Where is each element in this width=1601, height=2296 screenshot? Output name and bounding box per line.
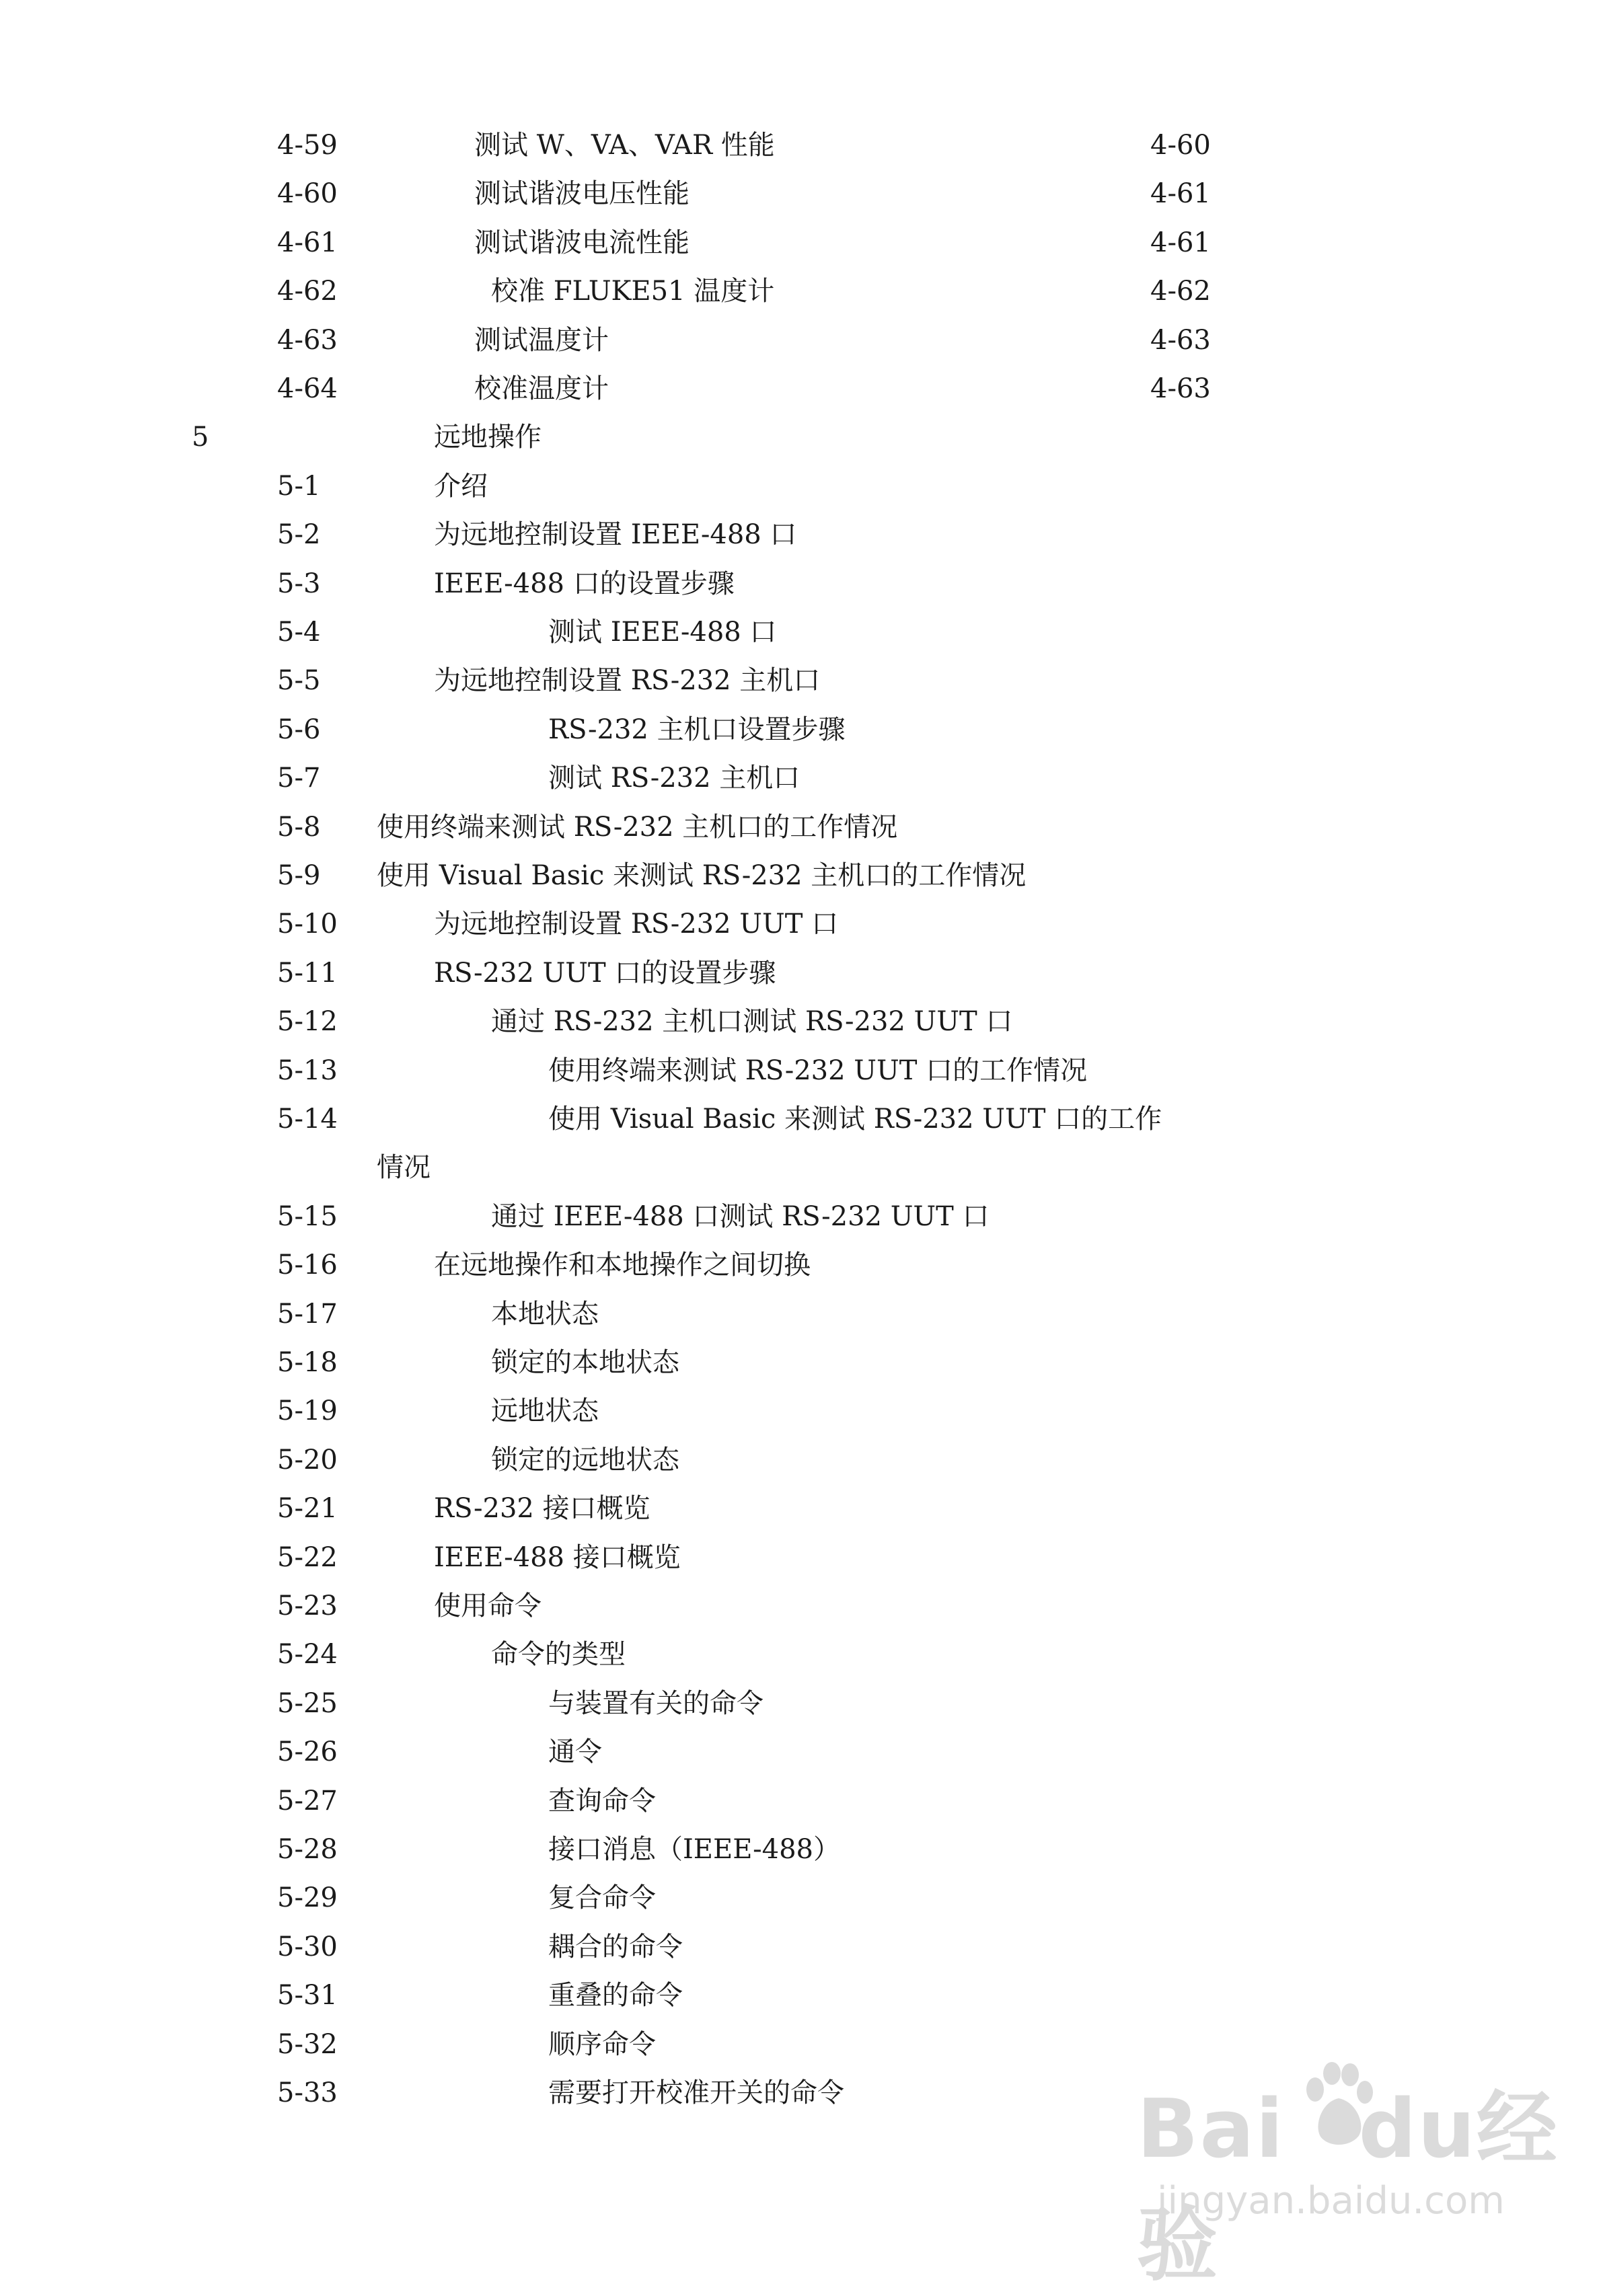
toc-entry-title: 使用 Visual Basic 来测试 RS-232 UUT 口的工作: [548, 1104, 1162, 1135]
toc-section-number: 5-27: [277, 1785, 338, 1816]
toc-page-number: 4-61: [1150, 178, 1211, 210]
toc-section-number: 5-32: [277, 2028, 338, 2060]
toc-row: [0, 1241, 1601, 1289]
toc-entry-title: 测试谐波电压性能: [474, 178, 690, 210]
toc-entry-title: 需要打开校准开关的命令: [548, 2077, 844, 2108]
toc-entry-title: 远地状态: [491, 1395, 599, 1427]
toc-row: [0, 1143, 1601, 1192]
toc-page-number: 4-62: [1150, 276, 1211, 307]
toc-entry-title: RS-232 接口概览: [434, 1493, 650, 1525]
toc-section-number: 5-17: [277, 1298, 338, 1330]
toc-entry-title: 锁定的远地状态: [491, 1444, 679, 1476]
toc-section-number: 5-24: [277, 1639, 338, 1671]
toc-entry-title: 接口消息（IEEE-488）: [548, 1834, 841, 1865]
toc-row: [0, 121, 1601, 169]
toc-row: [0, 1971, 1601, 2020]
toc-row: [0, 803, 1601, 851]
toc-row: [0, 510, 1601, 559]
toc-section-number: 5-26: [277, 1736, 338, 1768]
toc-entry-title: 使用 Visual Basic 来测试 RS-232 主机口的工作情况: [377, 860, 1027, 891]
toc-section-number: 5-28: [277, 1834, 338, 1865]
toc-row: [0, 1825, 1601, 1874]
toc-section-number: 5-29: [277, 1882, 338, 1914]
toc-row: [0, 413, 1601, 461]
toc-entry-title: 查询命令: [548, 1785, 656, 1816]
toc-entry-title: 使用命令: [434, 1591, 542, 1621]
toc-section-number: 5-20: [277, 1444, 338, 1476]
toc-section-number: 5-6: [277, 714, 321, 745]
toc-entry-title: 使用终端来测试 RS-232 UUT 口的工作情况: [548, 1055, 1088, 1086]
toc-row: [0, 608, 1601, 656]
toc-section-number: 5-30: [277, 1931, 338, 1962]
toc-entry-title: 为远地控制设置 IEEE-488 口: [434, 519, 797, 551]
toc-row: [0, 754, 1601, 802]
toc-row: [0, 1923, 1601, 1971]
toc-row: [0, 1436, 1601, 1484]
watermark-logo-jingyan: 经验: [1137, 2083, 1559, 2292]
toc-section-number: 5-18: [277, 1347, 338, 1378]
toc-section-number: 5-12: [277, 1006, 338, 1038]
paw-icon: [1302, 2061, 1376, 2149]
toc-section-number: 5-3: [277, 568, 321, 599]
toc-row: [0, 1387, 1601, 1435]
watermark-logo-du: du: [1358, 2083, 1477, 2176]
toc-entry-title: 命令的类型: [491, 1639, 626, 1671]
toc-row: [0, 365, 1601, 413]
toc-page-number: 4-63: [1150, 373, 1211, 404]
toc-row: [0, 1582, 1601, 1630]
toc-section-number: 5-15: [277, 1200, 338, 1232]
toc-row: [0, 1046, 1601, 1095]
toc-entry-title: 介绍: [434, 470, 488, 502]
toc-row: [0, 560, 1601, 608]
toc-row: [0, 1874, 1601, 1922]
toc-section-number: 4-60: [277, 178, 338, 210]
toc-row: [0, 997, 1601, 1046]
watermark-url: jingyan.baidu.com: [1157, 2179, 1505, 2223]
toc-row: [0, 169, 1601, 218]
toc-entry-title: 在远地操作和本地操作之间切换: [434, 1250, 811, 1281]
toc-entry-title: 测试 RS-232 主机口: [548, 763, 801, 794]
toc-row: [0, 1777, 1601, 1825]
toc-section-number: 5-1: [277, 470, 321, 502]
toc-section-number: 5-9: [277, 860, 321, 891]
toc-entry-title: 锁定的本地状态: [491, 1347, 679, 1378]
toc-section-number: 5-22: [277, 1541, 338, 1573]
toc-entry-title: 测试 IEEE-488 口: [548, 617, 777, 648]
toc-row: [0, 462, 1601, 510]
toc-section-number: 5-31: [277, 1980, 338, 2012]
toc-row: [0, 219, 1601, 267]
toc-entry-title: 重叠的命令: [548, 1980, 683, 2012]
toc-entry-title: 为远地控制设置 RS-232 UUT 口: [434, 909, 839, 940]
toc-row: [0, 1095, 1601, 1143]
toc-entry-title: 耦合的命令: [548, 1931, 683, 1962]
toc-page-number: 4-60: [1150, 130, 1211, 161]
toc-section-number: 5-5: [277, 665, 321, 697]
toc-page-number: 4-61: [1150, 227, 1211, 258]
toc-row: [0, 949, 1601, 997]
toc-entry-title: 与装置有关的命令: [548, 1687, 764, 1719]
baidu-jingyan-watermark: [1137, 2051, 1574, 2292]
toc-row: [0, 1338, 1601, 1387]
toc-entry-title: 为远地控制设置 RS-232 主机口: [434, 665, 821, 697]
toc-row: [0, 705, 1601, 754]
toc-row: [0, 900, 1601, 948]
toc-entry-title: IEEE-488 接口概览: [434, 1541, 681, 1573]
toc-section-number: 5: [192, 422, 209, 453]
toc-entry-title: 通令: [548, 1736, 602, 1768]
toc-row: [0, 851, 1601, 900]
toc-entry-title: 测试谐波电流性能: [474, 227, 690, 258]
toc-row: [0, 1630, 1601, 1679]
toc-section-number: 5-25: [277, 1687, 338, 1719]
toc-entry-title: 校准温度计: [474, 373, 609, 404]
toc-section-number: 5-7: [277, 763, 321, 794]
toc-entry-title: RS-232 UUT 口的设置步骤: [434, 957, 776, 989]
toc-section-number: 5-23: [277, 1591, 338, 1621]
toc-section-number: 5-21: [277, 1493, 338, 1525]
toc-row: [0, 1679, 1601, 1728]
toc-entry-title: 使用终端来测试 RS-232 主机口的工作情况: [377, 811, 898, 843]
toc-row: [0, 1290, 1601, 1338]
toc-section-number: 5-19: [277, 1395, 338, 1427]
toc-section-number: 4-64: [277, 373, 338, 404]
toc-section-number: 5-2: [277, 519, 321, 551]
toc-entry-title: RS-232 主机口设置步骤: [548, 714, 846, 745]
toc-row: [0, 656, 1601, 705]
toc-section-number: 5-4: [277, 617, 321, 648]
toc-row: [0, 1484, 1601, 1533]
toc-section-number: 5-11: [277, 957, 338, 989]
toc-section-number: 5-33: [277, 2077, 338, 2108]
toc-section-number: 5-8: [277, 811, 321, 843]
toc-section-number: 4-61: [277, 227, 338, 258]
toc-row: [0, 1192, 1601, 1241]
toc-entry-title: 测试 W、VA、VAR 性能: [474, 130, 775, 161]
toc-entry-title: 远地操作: [434, 422, 542, 453]
toc-page-number: 4-63: [1150, 324, 1211, 356]
toc-section-number: 4-59: [277, 130, 338, 161]
toc-section-number: 5-16: [277, 1250, 338, 1281]
toc-row: [0, 316, 1601, 365]
toc-entry-title: 本地状态: [491, 1298, 599, 1330]
toc-entry-title: 复合命令: [548, 1882, 656, 1914]
toc-entry-title: 测试温度计: [474, 324, 609, 356]
toc-section-number: 5-10: [277, 909, 338, 940]
toc-row: [0, 1728, 1601, 1776]
toc-row: [0, 267, 1601, 315]
toc-entry-title: 通过 RS-232 主机口测试 RS-232 UUT 口: [491, 1006, 1013, 1038]
toc-section-number: 5-14: [277, 1104, 338, 1135]
toc-entry-title: 情况: [377, 1152, 431, 1184]
watermark-logo-bai: Bai: [1137, 2083, 1285, 2176]
toc-entry-title: 校准 FLUKE51 温度计: [491, 276, 775, 307]
toc-section-number: 5-13: [277, 1055, 338, 1086]
toc-section-number: 4-62: [277, 276, 338, 307]
toc-entry-title: IEEE-488 口的设置步骤: [434, 568, 735, 599]
toc-row: [0, 1533, 1601, 1582]
toc-entry-title: 通过 IEEE-488 口测试 RS-232 UUT 口: [491, 1200, 990, 1232]
toc-entry-title: 顺序命令: [548, 2028, 656, 2060]
toc-section-number: 4-63: [277, 324, 338, 356]
